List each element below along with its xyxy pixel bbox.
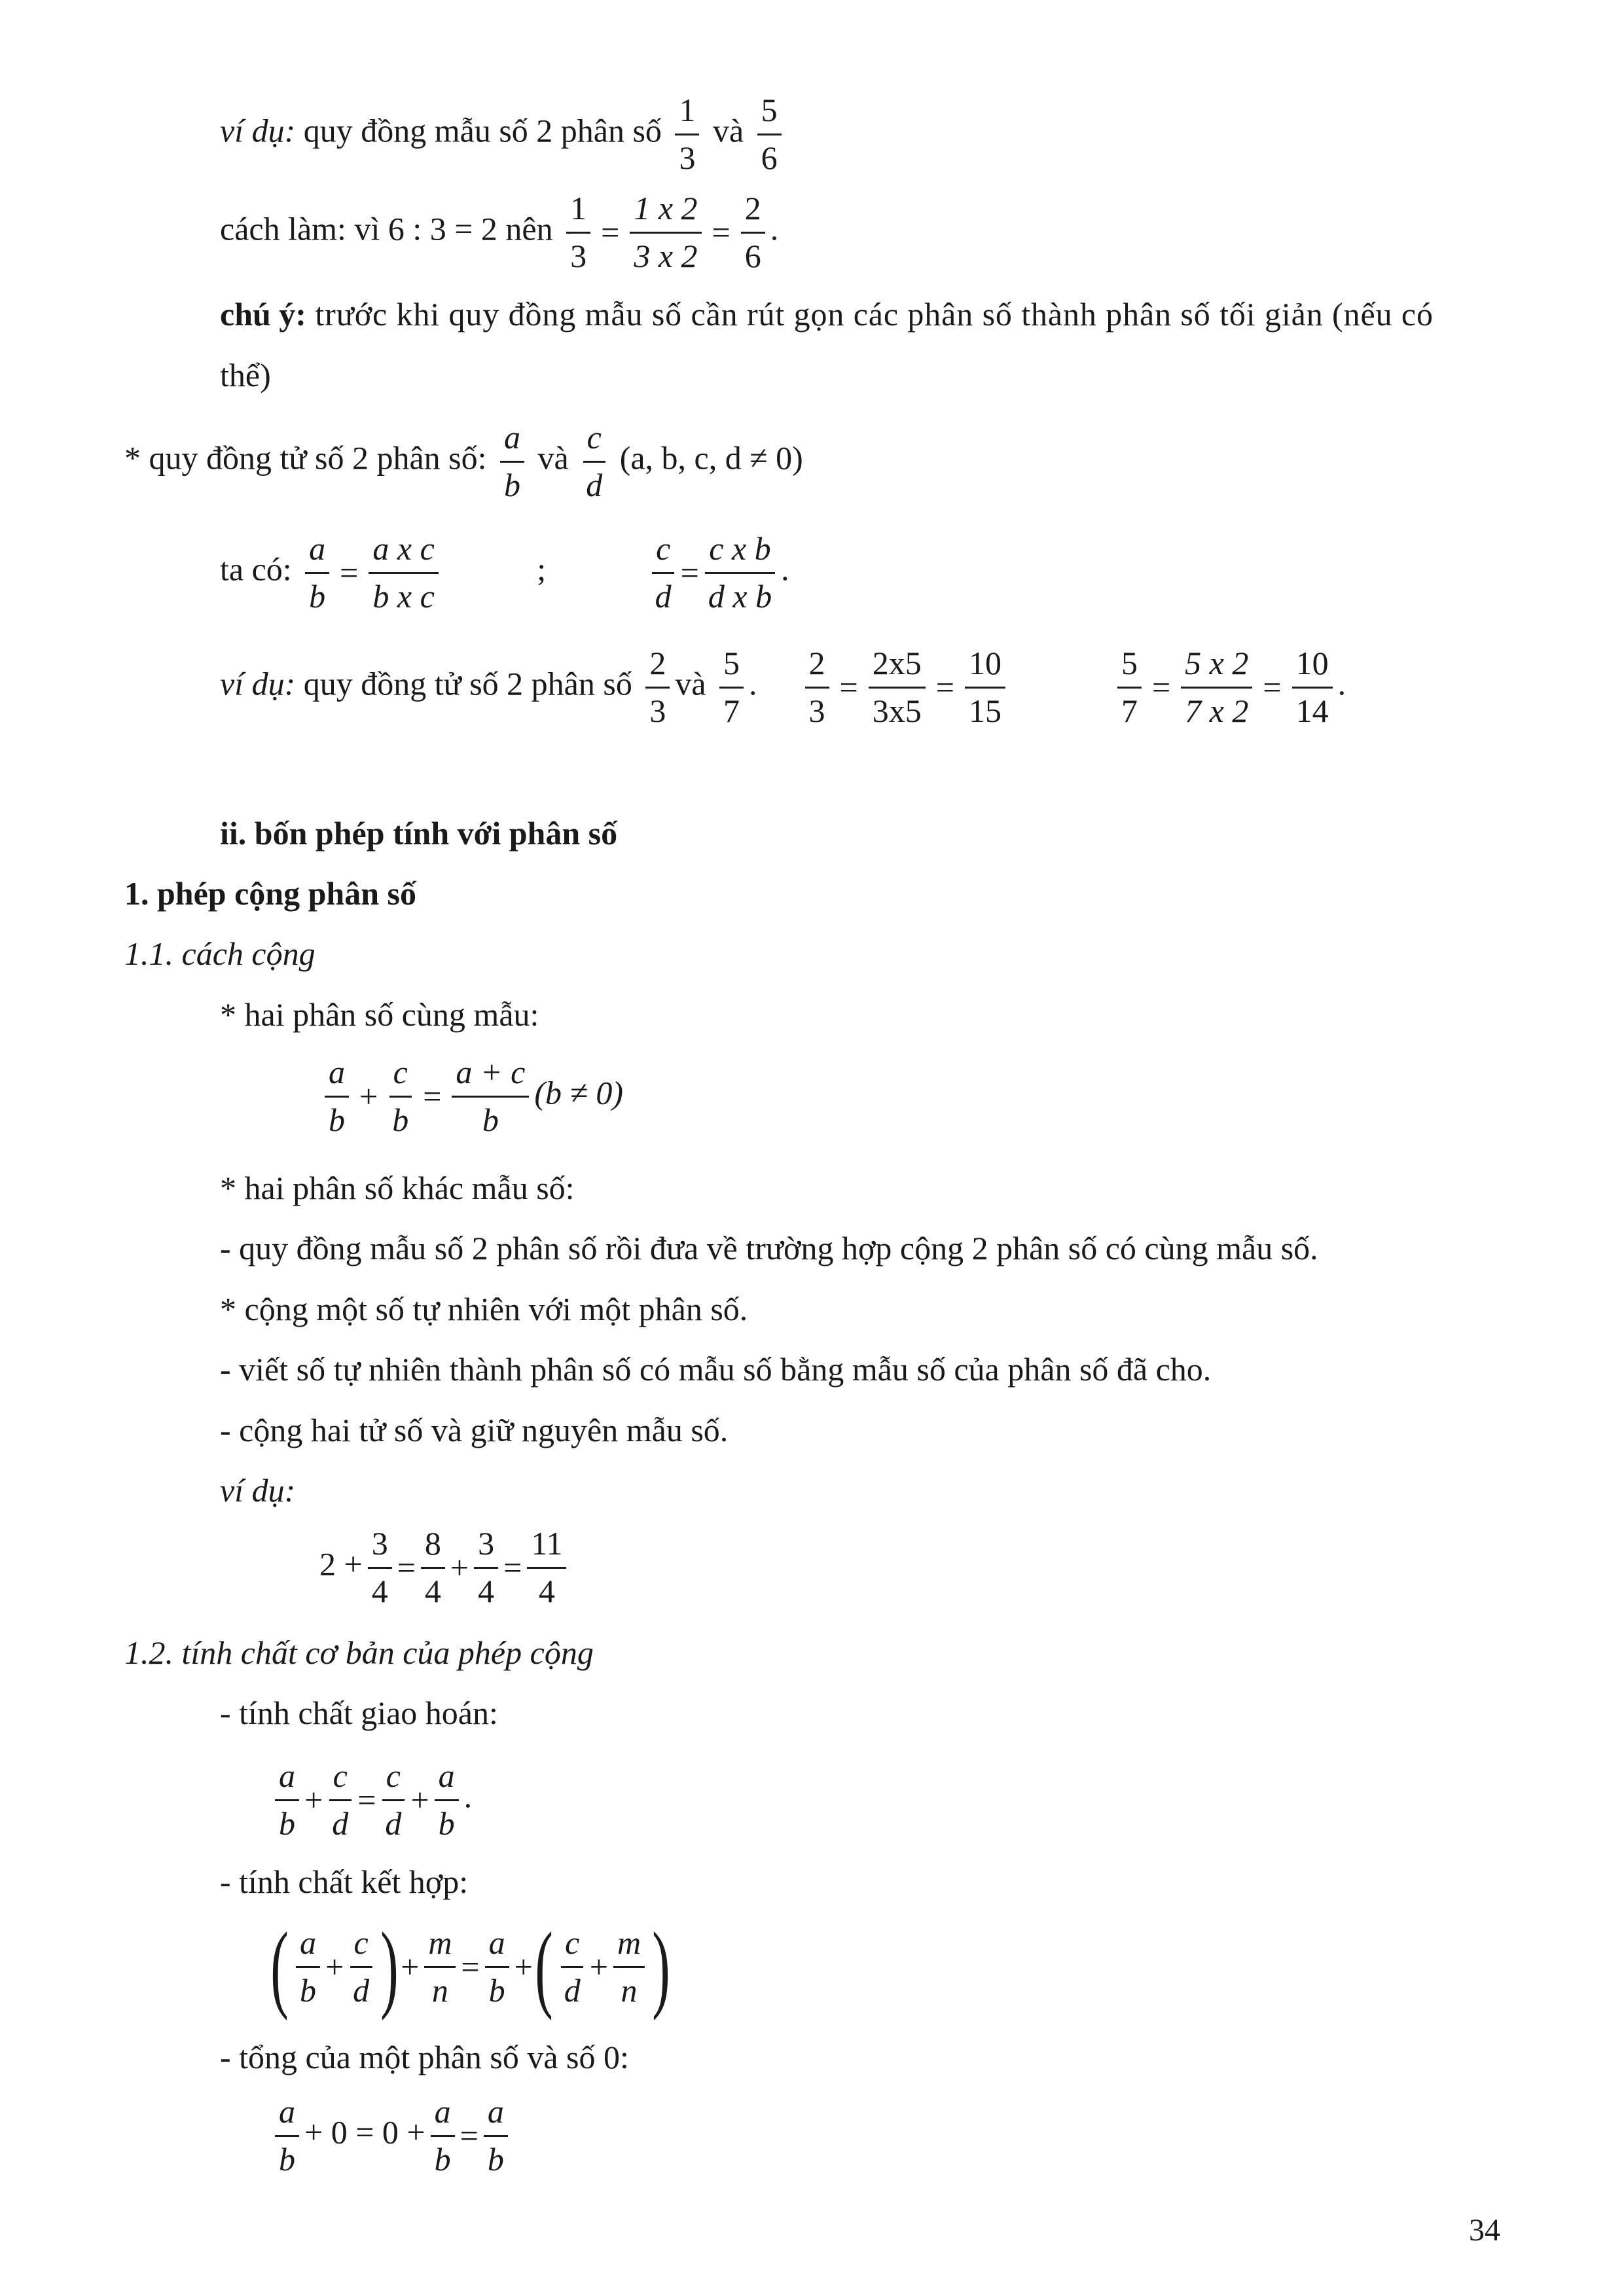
formula-same-denominator: $\frac{a}{b}$ + $\frac{c}{b}$ = $\frac{a + c}{b}$ (b ≠ 0)	[319, 1054, 623, 1139]
section-heading: ii. bốn phép tính với phân số	[220, 815, 618, 852]
example-label: ví dụ:	[220, 1472, 296, 1509]
fraction: $\frac{2}{3}$	[645, 645, 670, 730]
fraction: $\frac{10}{14}$	[1292, 645, 1333, 730]
fraction: $\frac{c}{d}$	[582, 419, 606, 504]
subsubsection-heading: 1.1. cách cộng	[124, 935, 316, 972]
text-line: * hai phân số cùng mẫu:	[220, 996, 539, 1033]
text-line: - tính chất kết hợp:	[220, 1863, 469, 1900]
fraction: $\frac{2x5}{3x5}$	[869, 645, 926, 730]
fraction: $\frac{2}{6}$	[741, 190, 765, 275]
fraction: $\frac{5}{7}$	[1117, 645, 1142, 730]
subsubsection-heading: 1.2. tính chất cơ bản của phép cộng	[124, 1634, 594, 1671]
fraction: $\frac{5}{7}$	[719, 645, 744, 730]
text-line: - cộng hai tử số và giữ nguyên mẫu số.	[220, 1412, 729, 1448]
formula-associative: ( $\frac{a}{b}$ + $\frac{c}{d}$ )+ $\frac{m}{n}$ = $\frac{a}{b}$ +( $\frac{c}{d}$ + $\frac{m}{n}$ )	[270, 1912, 670, 2021]
fraction: $\frac{c}{d}$	[651, 530, 676, 615]
line-numerator-rule: * quy đồng tử số 2 phân số: $\frac{a}{b}$ và $\frac{c}{d}$ (a, b, c, d ≠ 0)	[124, 419, 803, 503]
fraction: $\frac{5}{6}$	[757, 92, 782, 177]
text-line: - viết số tự nhiên thành phân số có mẫu số bằng mẫu số của phân số đã cho.	[220, 1351, 1212, 1388]
note-line: chú ý: trước khi quy đồng mẫu số cần rút gọn các phân số thành phân số tối giản (nếu có	[220, 296, 1434, 332]
line-example-1: ví dụ: quy đồng mẫu số 2 phân số $\frac{1}{3}$ và $\frac{5}{6}$	[220, 92, 787, 177]
line-ta-co: ta có: $\frac{a}{b}$ = $\frac{\text{a x c}}{\text{b x c}}$ ; $\frac{c}{d}$ = $\frac{\text{c x b}}{\text{d x b}}$ .	[220, 530, 789, 615]
text-line: - tính chất giao hoán:	[220, 1695, 498, 1731]
formula-zero: $\frac{a}{b}$ + 0 = 0 + $\frac{a}{b}$ = $\frac{a}{b}$	[270, 2093, 513, 2178]
text-line: * cộng một số tự nhiên với một phân số.	[220, 1291, 748, 1327]
formula-commutative: $\frac{a}{b}$ + $\frac{c}{d}$ = $\frac{c}{d}$ + $\frac{a}{b}$ .	[270, 1757, 472, 1842]
text-line: - quy đồng mẫu số 2 phân số rồi đưa về trường hợp cộng 2 phân số có cùng mẫu số.	[220, 1230, 1318, 1266]
formula-example-add: 2 + $\frac{3}{4}$ = $\frac{8}{4}$ + $\frac{3}{4}$ = $\frac{11}{4}$	[319, 1525, 571, 1610]
note-line-cont: thể)	[220, 357, 271, 393]
fraction: $\frac{1}{3}$	[675, 92, 699, 177]
fraction: $\frac{a}{b}$	[500, 419, 524, 504]
fraction: $\frac{5 x 2}{7 x 2}$	[1181, 645, 1252, 730]
fraction: $\frac{1}{3}$	[566, 190, 590, 275]
text-line: - tổng của một phân số và số 0:	[220, 2039, 629, 2075]
subsection-heading: 1. phép cộng phân số	[124, 875, 416, 912]
page-number: 34	[1469, 2213, 1500, 2248]
fraction: $\frac{\text{a x c}}{\text{b x c}}$	[369, 530, 438, 615]
note-label: chú ý:	[220, 296, 306, 332]
fraction: $\frac{1 x 2}{3 x 2}$	[630, 190, 701, 275]
text-line: * hai phân số khác mẫu số:	[220, 1170, 575, 1206]
line-example-2: ví dụ: quy đồng tử số 2 phân số $\frac{2}{3}$ và $\frac{5}{7}$ . $\frac{2}{3}$ = $\frac{2x5}{3x5}$ = $\frac{10}{15}$ $\frac{5}{7}$ = $\frac{5 x 2}{7 x 2}$ = $\frac{10}{14}$ .	[220, 645, 1346, 729]
fraction: $\frac{a}{b}$	[305, 530, 329, 615]
example-label: ví dụ:	[220, 112, 296, 149]
fraction: $\frac{2}{3}$	[805, 645, 829, 730]
fraction: $\frac{10}{15}$	[965, 645, 1005, 730]
line-method: cách làm: vì 6 : 3 = 2 nên $\frac{1}{3}$ = $\frac{1 x 2}{3 x 2}$ = $\frac{2}{6}$ .	[220, 190, 779, 274]
fraction: $\frac{\text{c x b}}{\text{d x b}}$	[704, 530, 776, 615]
example-text: quy đồng mẫu số 2 phân số	[295, 112, 670, 149]
